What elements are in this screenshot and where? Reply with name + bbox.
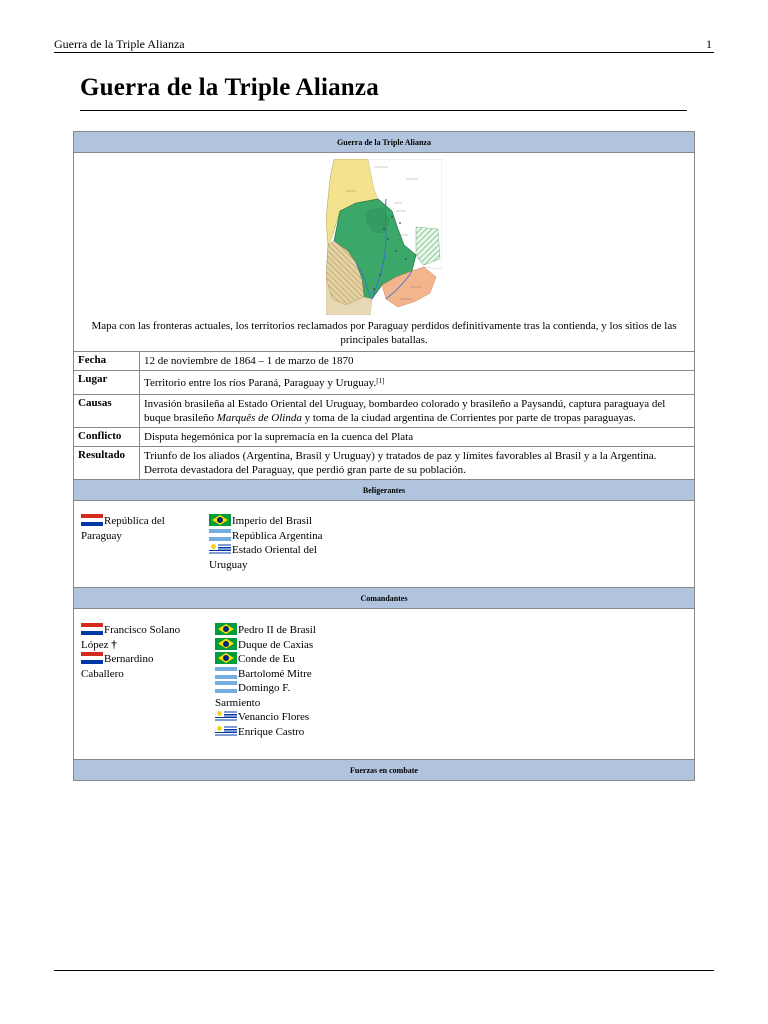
reference-link[interactable]: [1] — [376, 377, 385, 385]
comandantes-cell — [74, 609, 695, 760]
causas-text-a: Invasión brasileña al Estado Oriental del Uruguay, bombardeo colorado y brasileño a Paysandú, captura paraguaya del buque brasileño — [144, 398, 666, 424]
row-label: Lugar — [74, 371, 140, 395]
commander-name[interactable]: Conde de Eu — [238, 653, 295, 665]
paraguay-flag-icon — [81, 514, 103, 526]
row-value — [140, 371, 695, 395]
commander-item — [215, 725, 335, 740]
argentina-flag-icon — [209, 529, 231, 541]
row-lugar — [74, 371, 695, 395]
commander-item — [215, 652, 335, 667]
paraguay-flag-icon — [81, 623, 103, 635]
map-cell — [74, 153, 695, 352]
row-causas — [74, 395, 695, 428]
commander-item — [215, 667, 335, 682]
belligerent-item — [209, 529, 349, 544]
map-caption: Mapa con las fronteras actuales, los territorios reclamados por Paraguay perdidos definitivamente tras la contienda, y los sitios de las principales batallas. — [91, 320, 677, 346]
dagger-icon: † — [111, 638, 117, 651]
commander-name[interactable]: Bartolomé Mitre — [238, 667, 312, 680]
row-label: Fecha — [74, 352, 140, 371]
commander-name[interactable]: Duque de Caxias — [238, 638, 314, 651]
beligerantes-right — [209, 514, 349, 572]
war-map-image[interactable] — [326, 159, 442, 315]
footer-rule — [54, 970, 714, 971]
row-resultado — [74, 447, 695, 480]
commander-name[interactable]: Enrique Castro — [238, 725, 305, 738]
argentina-flag-icon — [215, 681, 237, 693]
comandantes-columns — [74, 609, 694, 759]
commander-name[interactable]: Pedro II de Brasil — [238, 624, 316, 636]
comandantes-right — [215, 623, 335, 739]
beligerantes-cell — [74, 501, 695, 588]
brazil-flag-icon — [215, 652, 237, 664]
row-value: 12 de noviembre de 1864 – 1 de marzo de 1870 — [140, 352, 695, 371]
row-label: Resultado — [74, 447, 140, 480]
commander-item — [81, 652, 197, 681]
brazil-flag-icon — [215, 638, 237, 650]
belligerent-name[interactable]: República del Paraguay — [81, 515, 165, 542]
beligerantes-left — [81, 514, 191, 543]
row-value: Triunfo de los aliados (Argentina, Brasil y Uruguay) y tratados de paz y límites favorables al Brasil y a la Argentina. Derrota devastadora del Paraguay, que perdió gran parte de su población. — [140, 447, 695, 480]
comandantes-left — [81, 623, 197, 681]
infobox — [73, 131, 695, 781]
paraguay-flag-icon — [81, 652, 103, 664]
row-label: Conflicto — [74, 428, 140, 447]
commander-name[interactable]: Domingo F. Sarmiento — [215, 682, 291, 709]
commander-name[interactable]: Francisco Solano López — [81, 624, 181, 651]
commander-item — [81, 623, 197, 652]
uruguay-flag-icon — [215, 710, 237, 722]
belligerent-name[interactable]: Estado Oriental del Uruguay — [209, 544, 317, 571]
page-number: 1 — [706, 37, 712, 51]
uruguay-flag-icon — [209, 543, 231, 555]
brazil-flag-icon — [209, 514, 231, 526]
brazil-flag-icon — [215, 623, 237, 635]
causas-text-b: y toma de la ciudad argentina de Corrientes por parte de tropas paraguayas. — [301, 412, 636, 424]
fuerzas-heading: Fuerzas en combate — [74, 760, 695, 781]
commander-name[interactable]: Venancio Flores — [238, 711, 310, 723]
beligerantes-heading: Beligerantes — [74, 480, 695, 501]
row-value — [140, 395, 695, 428]
belligerent-item — [209, 514, 349, 529]
infobox-title: Guerra de la Triple Alianza — [74, 132, 695, 153]
belligerent-name[interactable]: Imperio del Brasil — [232, 515, 313, 527]
row-value: Disputa hegemónica por la supremacía en la cuenca del Plata — [140, 428, 695, 447]
lugar-text[interactable]: Territorio entre los ríos Paraná, Paraguay y Uruguay. — [144, 377, 377, 389]
beligerantes-columns — [74, 501, 694, 587]
commander-item — [215, 638, 335, 653]
article-title: Guerra de la Triple Alianza — [80, 74, 379, 101]
argentina-flag-icon — [215, 667, 237, 679]
title-rule — [80, 110, 687, 111]
commander-item — [215, 710, 335, 725]
belligerent-name[interactable]: República Argentina — [232, 529, 323, 542]
commander-item — [215, 623, 335, 638]
belligerent-item — [209, 543, 349, 572]
row-label: Causas — [74, 395, 140, 428]
commander-name[interactable]: Bernardino Caballero — [81, 653, 154, 680]
uruguay-flag-icon — [215, 725, 237, 737]
running-header-title: Guerra de la Triple Alianza — [54, 37, 185, 51]
running-header — [54, 36, 714, 53]
ship-name[interactable]: Marquês de Olinda — [216, 412, 302, 424]
row-fecha — [74, 352, 695, 371]
row-conflicto — [74, 428, 695, 447]
comandantes-heading: Comandantes — [74, 588, 695, 609]
commander-item — [215, 681, 335, 710]
